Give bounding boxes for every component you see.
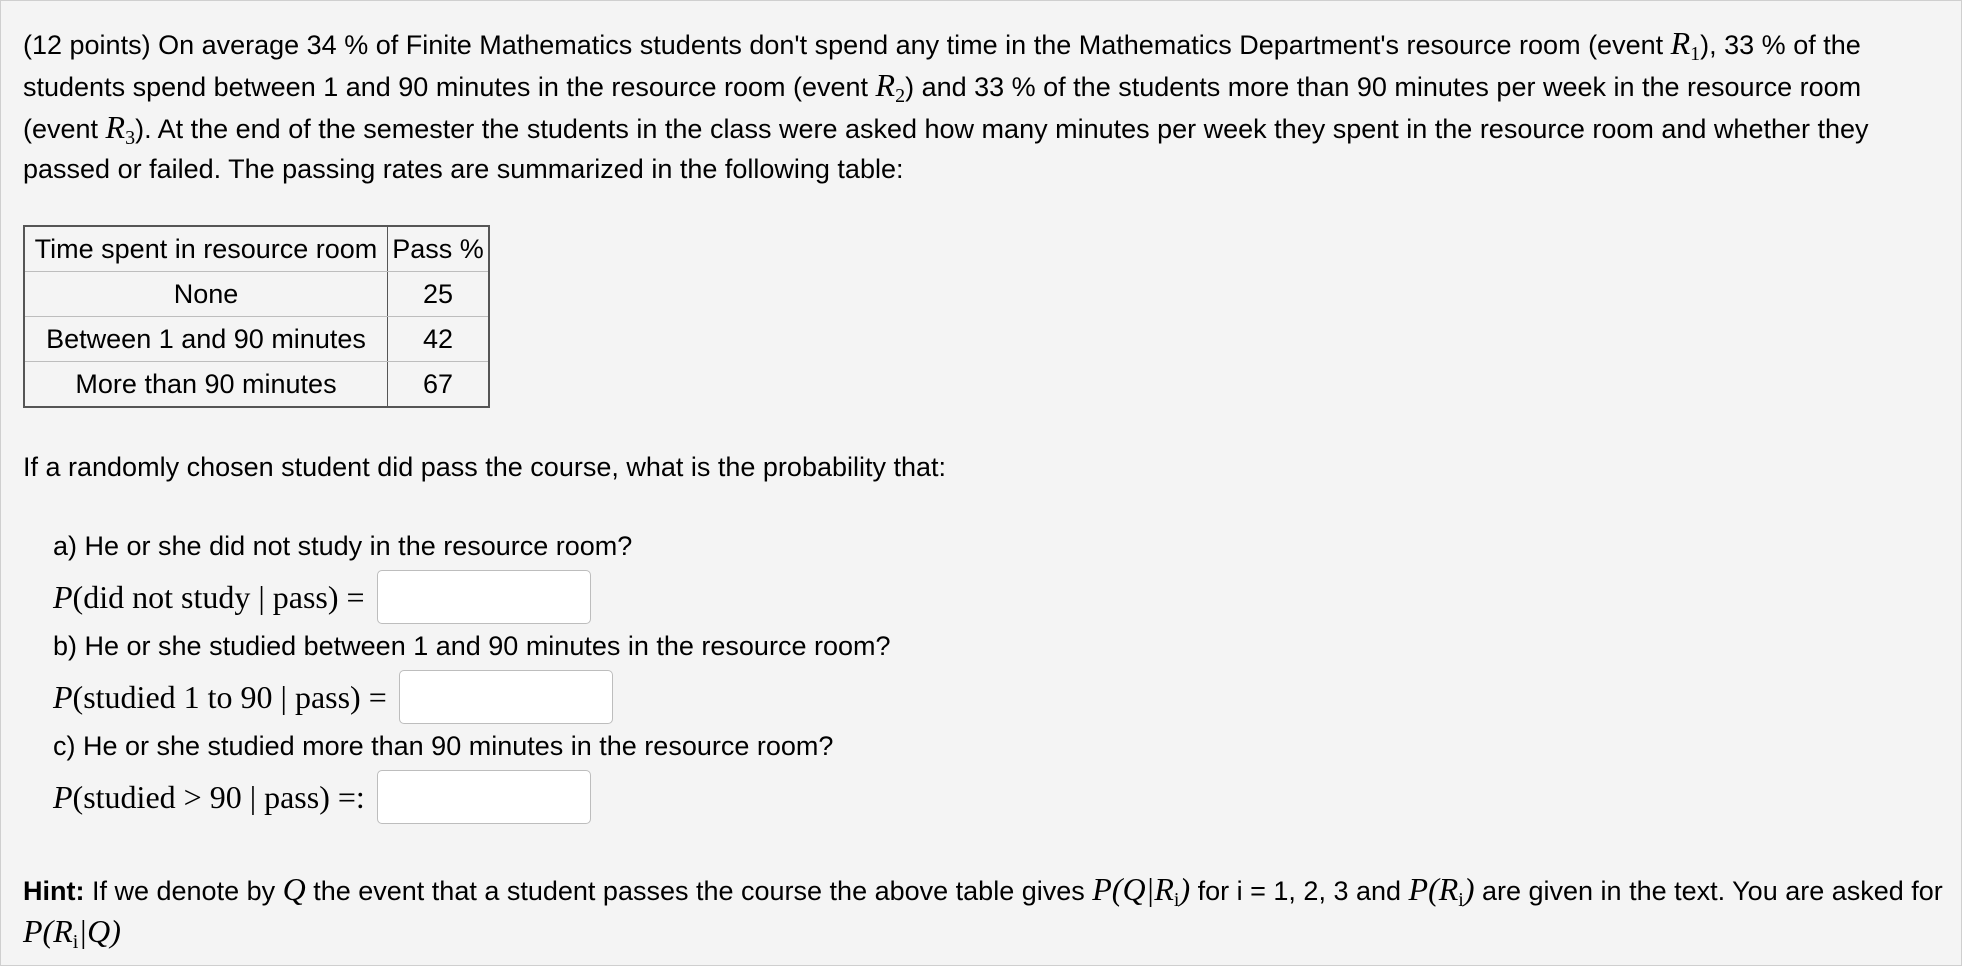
header-pass-percent: Pass %: [388, 226, 490, 272]
event-r2: $R_2$: [875, 67, 906, 107]
row-time-cell: None: [24, 272, 388, 317]
part-b-answer-input[interactable]: [399, 670, 613, 724]
part-b-row: [53, 668, 613, 726]
table-row: [24, 272, 489, 317]
event-r3: $R_3$: [105, 109, 136, 149]
row-pass-cell: 25: [388, 272, 490, 317]
hint-text: Hint: If we denote by Q the event that a student passes the course the above table gives $P(Q|R_i)$ for i = 1, 2, 3 and $P(R_i)$ are given in the text. You are asked for $P(R_i|Q)$: [23, 871, 1943, 953]
table-header-row: [24, 226, 489, 272]
part-c-answer-input[interactable]: [377, 770, 591, 824]
part-c-expression: P(studied > 90 | pass) =:: [53, 778, 365, 815]
part-a-row: [53, 568, 591, 626]
prob-r: $P(R_i)$: [1408, 871, 1475, 911]
pass-rate-table: [23, 225, 490, 408]
intro-text-1: (12 points) On average 34 % of Finite Mathematics students don't spend any time in the Mathematics Department's resource room (event: [23, 30, 1671, 60]
table-row: [24, 317, 489, 362]
part-a-answer-input[interactable]: [377, 570, 591, 624]
prob-r-given-q: $P(R_i|Q)$: [23, 913, 121, 953]
intro-text-4: ). At the end of the semester the students in the class were asked how many minutes per week they spent in the resource room and whether they passed or failed. The passing rates are summarized in the following table:: [23, 114, 1869, 184]
row-time-cell: Between 1 and 90 minutes: [24, 317, 388, 362]
prob-q-given-r: $P(Q|R_i)$: [1092, 871, 1191, 911]
intro-text-3: ) and 33 % of the students more than 90 minutes per week in the resource room (event: [23, 72, 1862, 144]
part-a-expression: P(did not study | pass) =: [53, 578, 365, 615]
intro-text-2: ), 33 % of the students spend between 1 and 90 minutes in the resource room (event: [23, 30, 1861, 102]
header-time-spent: Time spent in resource room: [24, 226, 388, 272]
event-r1: $R_1$: [1670, 25, 1701, 65]
question-text: If a randomly chosen student did pass the course, what is the probability that:: [23, 452, 947, 482]
table-row: [24, 362, 489, 408]
part-b-label: b) He or she studied between 1 and 90 minutes in the resource room?: [53, 631, 891, 661]
row-time-cell: More than 90 minutes: [24, 362, 388, 408]
part-c-label: c) He or she studied more than 90 minutes in the resource room?: [53, 731, 834, 761]
part-a-label: a) He or she did not study in the resource room?: [53, 531, 633, 561]
part-c-row: [53, 768, 591, 826]
problem-statement: [23, 23, 1943, 189]
part-b-expression: P(studied 1 to 90 | pass) =: [53, 678, 387, 715]
hint-label: Hint:: [23, 876, 85, 906]
row-pass-cell: 42: [388, 317, 490, 362]
row-pass-cell: 67: [388, 362, 490, 408]
event-q: Q: [282, 871, 306, 907]
